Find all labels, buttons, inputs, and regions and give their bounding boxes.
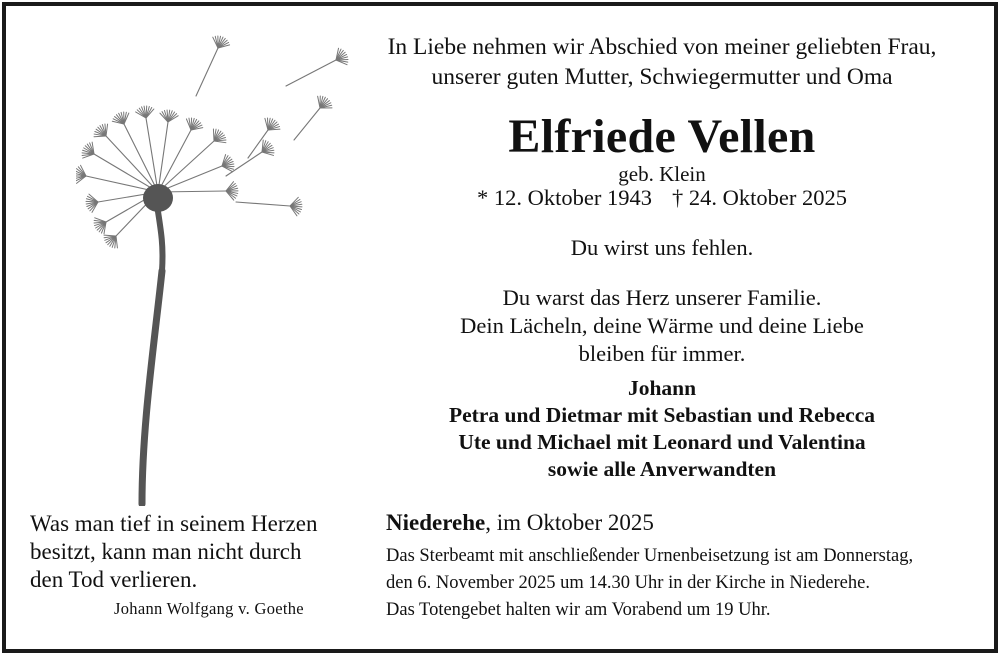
poem-line: Dein Lächeln, deine Wärme und deine Liebe bbox=[460, 313, 864, 338]
poem-line: Du warst das Herz unserer Familie. bbox=[502, 285, 822, 310]
born-name: geb. Klein bbox=[618, 162, 706, 186]
life-dates bbox=[356, 184, 968, 212]
goethe-quote bbox=[30, 510, 370, 594]
mourner-line: sowie alle Anverwandten bbox=[547, 457, 777, 481]
intro-line: unserer guten Mutter, Schwiegermutter und Oma bbox=[431, 64, 893, 90]
mourners-list bbox=[356, 375, 968, 483]
dandelion-icon bbox=[76, 26, 376, 506]
farewell-text: Du wirst uns fehlen. bbox=[570, 235, 754, 260]
death-date: † 24. Oktober 2025 bbox=[672, 185, 847, 210]
place-name: Niederehe bbox=[386, 510, 486, 535]
poem-line: bleiben für immer. bbox=[578, 341, 746, 366]
quote-line: den Tod verlieren. bbox=[30, 567, 198, 592]
details-line: den 6. November 2025 um 14.30 Uhr in der Kirche in Niederehe. bbox=[386, 573, 870, 593]
details-line: Das Sterbeamt mit anschließender Urnenbeisetzung ist am Donnerstag, bbox=[386, 546, 914, 566]
mourner-line: Petra und Dietmar mit Sebastian und Rebecca bbox=[448, 403, 875, 427]
quote-line: Was man tief in seinem Herzen bbox=[30, 511, 318, 536]
place-date bbox=[386, 509, 654, 537]
quote-line: besitzt, kann man nicht durch bbox=[30, 539, 302, 564]
poem bbox=[356, 284, 968, 368]
mourner-line: Ute und Michael mit Leonard und Valentina bbox=[458, 430, 866, 454]
date-text: , im Oktober 2025 bbox=[485, 510, 654, 535]
intro-line: In Liebe nehmen wir Abschied von meiner geliebten Frau, bbox=[387, 34, 937, 60]
deceased-name: Elfriede Vellen bbox=[508, 110, 816, 163]
obituary-notice bbox=[2, 2, 998, 653]
intro-text bbox=[356, 32, 968, 92]
birth-date: * 12. Oktober 1943 bbox=[477, 185, 652, 210]
service-details bbox=[386, 543, 986, 624]
quote-author: Johann Wolfgang v. Goethe bbox=[114, 599, 304, 618]
details-line: Das Totengebet halten wir am Vorabend um 19 Uhr. bbox=[386, 600, 771, 620]
mourner-line: Johann bbox=[627, 376, 697, 400]
